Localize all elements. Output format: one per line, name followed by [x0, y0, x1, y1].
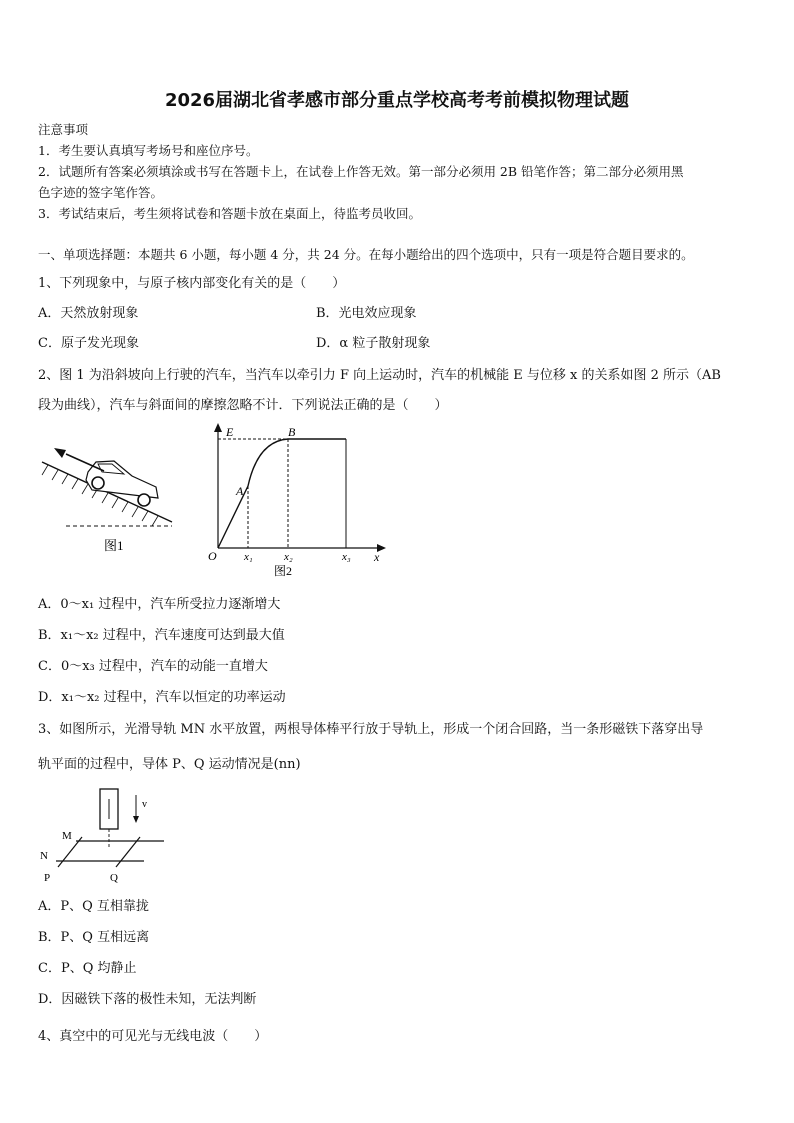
tick-label-x3: x₃ — [342, 551, 351, 563]
label-v: v — [142, 799, 147, 810]
magnet-rails-figure — [36, 785, 172, 885]
q1-option-a: A．天然放射现象 — [38, 306, 139, 321]
q2-option-c: C．0～x₃ 过程中，汽车的动能一直增大 — [38, 659, 268, 674]
q1-option-d: D．α 粒子散射现象 — [316, 336, 431, 351]
question-1-stem: 1、下列现象中，与原子核内部变化有关的是（ ） — [38, 276, 346, 291]
arrowhead-icon — [133, 816, 139, 823]
tick-label-x2: x₂ — [284, 551, 293, 563]
axis-label-e: E — [226, 425, 234, 439]
notice-heading: 注意事项 — [38, 122, 89, 137]
origin-label: O — [208, 549, 217, 563]
question-3-stem-cont: 轨平面的过程中，导体 P、Q 运动情况是(nn) — [38, 757, 301, 772]
q3-option-c: C．P、Q 均静止 — [38, 961, 137, 976]
question-2-stem-cont: 段为曲线），汽车与斜面间的摩擦忽略不计．下列说法正确的是（ ） — [38, 398, 448, 413]
q2-option-a: A．0～x₁ 过程中，汽车所受拉力逐渐增大 — [38, 597, 281, 612]
axis-label-x: x — [374, 550, 380, 564]
point-label-b: B — [288, 425, 296, 439]
question-2-stem: 2、图 1 为沿斜坡向上行驶的汽车，当汽车以牵引力 F 向上运动时，汽车的机械能 E 与位移 x 的关系如图 2 所示（AB — [38, 368, 721, 383]
fig1-caption: 图1 — [104, 538, 124, 553]
q2-option-d: D．x₁～x₂ 过程中，汽车以恒定的功率运动 — [38, 690, 286, 705]
fig2-caption: 图2 — [274, 564, 293, 578]
notice-item: 色字迹的签字笔作答。 — [38, 185, 164, 200]
label-m: M — [62, 830, 72, 842]
question-3-stem: 3、如图所示，光滑导轨 MN 水平放置，两根导体棒平行放于导轨上，形成一个闭合回路，当一条形磁铁下落穿出导 — [38, 722, 704, 737]
arrowhead-icon — [54, 448, 66, 458]
section-heading: 一、单项选择题：本题共 6 小题，每小题 4 分，共 24 分。在每小题给出的四个选项中，只有一项是符合题目要求的。 — [38, 247, 694, 262]
q3-option-a: A．P、Q 互相靠拢 — [38, 899, 149, 914]
tick-label-x1: x₁ — [244, 551, 253, 563]
question-4-stem: 4、真空中的可见光与无线电波（ ） — [38, 1029, 268, 1044]
q3-option-b: B．P、Q 互相远离 — [38, 930, 150, 945]
notice-item: 3．考试结束后，考生须将试卷和答题卡放在桌面上，待监考员收回。 — [38, 206, 421, 221]
q1-option-c: C．原子发光现象 — [38, 336, 139, 351]
q3-option-d: D．因磁铁下落的极性未知，无法判断 — [38, 992, 257, 1007]
label-p: P — [44, 872, 51, 884]
car-on-slope-figure — [36, 440, 178, 558]
page-title: 2026届湖北省孝感市部分重点学校高考考前模拟物理试题 — [164, 90, 630, 111]
energy-displacement-graph — [200, 423, 390, 581]
label-n: N — [40, 850, 48, 862]
q2-option-b: B．x₁～x₂ 过程中，汽车速度可达到最大值 — [38, 628, 285, 643]
label-q: Q — [110, 872, 118, 884]
q1-option-b: B．光电效应现象 — [316, 306, 417, 321]
point-label-a: A — [236, 484, 244, 498]
notice-item: 1．考生要认真填写考场号和座位序号。 — [38, 143, 259, 158]
notice-item: 2．试题所有答案必须填涂或书写在答题卡上，在试卷上作答无效。第一部分必须用 2B 铅笔作答；第二部分必须用黑 — [38, 164, 684, 179]
